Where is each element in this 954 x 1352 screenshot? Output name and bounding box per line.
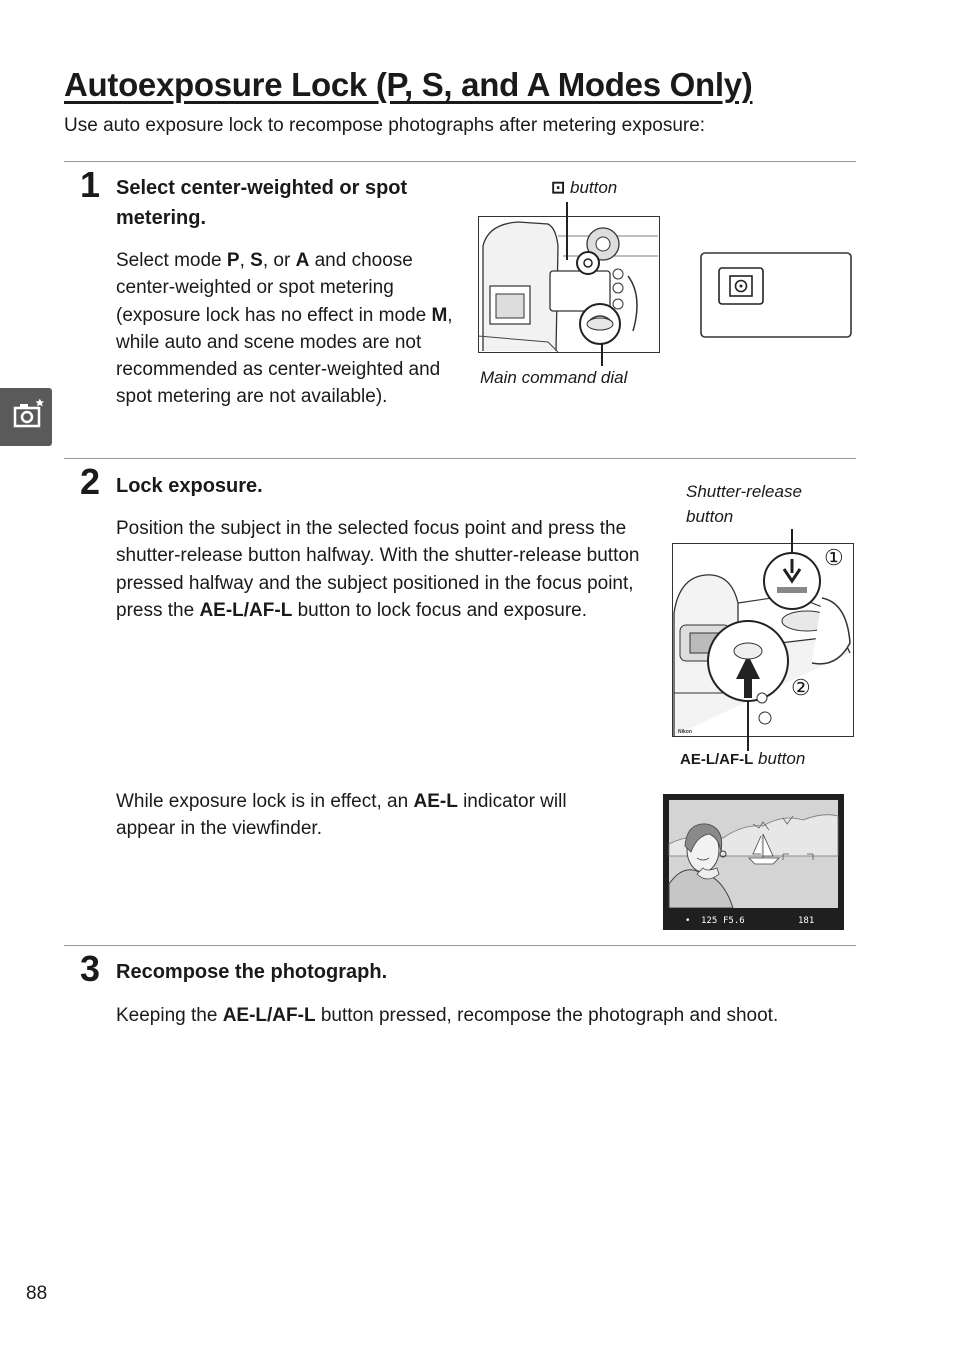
- lcd-panel: [700, 252, 852, 338]
- camera-back-illustration: [672, 543, 854, 737]
- viewfinder-ael-indicator: •: [685, 916, 691, 926]
- step-number: 1: [80, 164, 101, 205]
- svg-text:Nikon: Nikon: [678, 729, 692, 735]
- caption-main-command-dial: Main command dial: [480, 368, 628, 387]
- step-heading-line: Select center-weighted or spot: [116, 177, 408, 199]
- intro-text: Use auto exposure lock to recompose photographs after metering exposure:: [64, 115, 706, 136]
- section-tab: [0, 388, 52, 446]
- step-body: While exposure lock is in effect, an AE-L indicator will appear in the viewfinder.: [116, 791, 567, 840]
- viewfinder-aperture: F5.6: [723, 916, 745, 926]
- metering-icon: ⊡: [551, 178, 566, 197]
- camera-shooting-icon: [0, 388, 52, 446]
- caption-ael-button: AE-L/AF-L button: [680, 749, 806, 768]
- page-title: Autoexposure Lock (P, S, and A Modes Only): [64, 66, 753, 103]
- step-marker-1: ①: [824, 545, 844, 570]
- caption-metering-button: ⊡ button: [551, 178, 618, 197]
- step-heading-line: metering.: [116, 207, 207, 229]
- step-heading: Recompose the photograph.: [116, 961, 388, 983]
- step-body: Position the subject in the selected focus point and press the shutter-release button halfway. With the shutter-release button pressed halfway and the subject positioned in the focus point, press the AE-L/AF-L button to lock focus and exposure.: [116, 518, 640, 621]
- divider: [64, 161, 856, 162]
- caption-shutter-release: Shutter-release button: [686, 482, 802, 526]
- page-number: 88: [26, 1283, 48, 1304]
- divider: [64, 458, 856, 459]
- step-heading: [116, 173, 407, 233]
- camera-top-illustration: [478, 216, 660, 353]
- viewfinder-shutter: 125: [701, 916, 718, 926]
- step-number: 2: [80, 461, 101, 502]
- divider: [64, 945, 856, 946]
- step-heading: Lock exposure.: [116, 475, 263, 497]
- step-body: Select mode P, S, or A and choose center-weighted or spot metering (exposure lock has no effect in mode M, while auto and scene modes are not recommended as center-weighted and spot metering are not available).: [116, 250, 453, 408]
- viewfinder-illustration: [663, 794, 844, 930]
- step-marker-2: ②: [791, 675, 811, 700]
- step-body: Keeping the AE-L/AF-L button pressed, recompose the photograph and shoot.: [116, 1005, 779, 1026]
- viewfinder-count: 181: [798, 916, 815, 926]
- step-number: 3: [80, 948, 101, 989]
